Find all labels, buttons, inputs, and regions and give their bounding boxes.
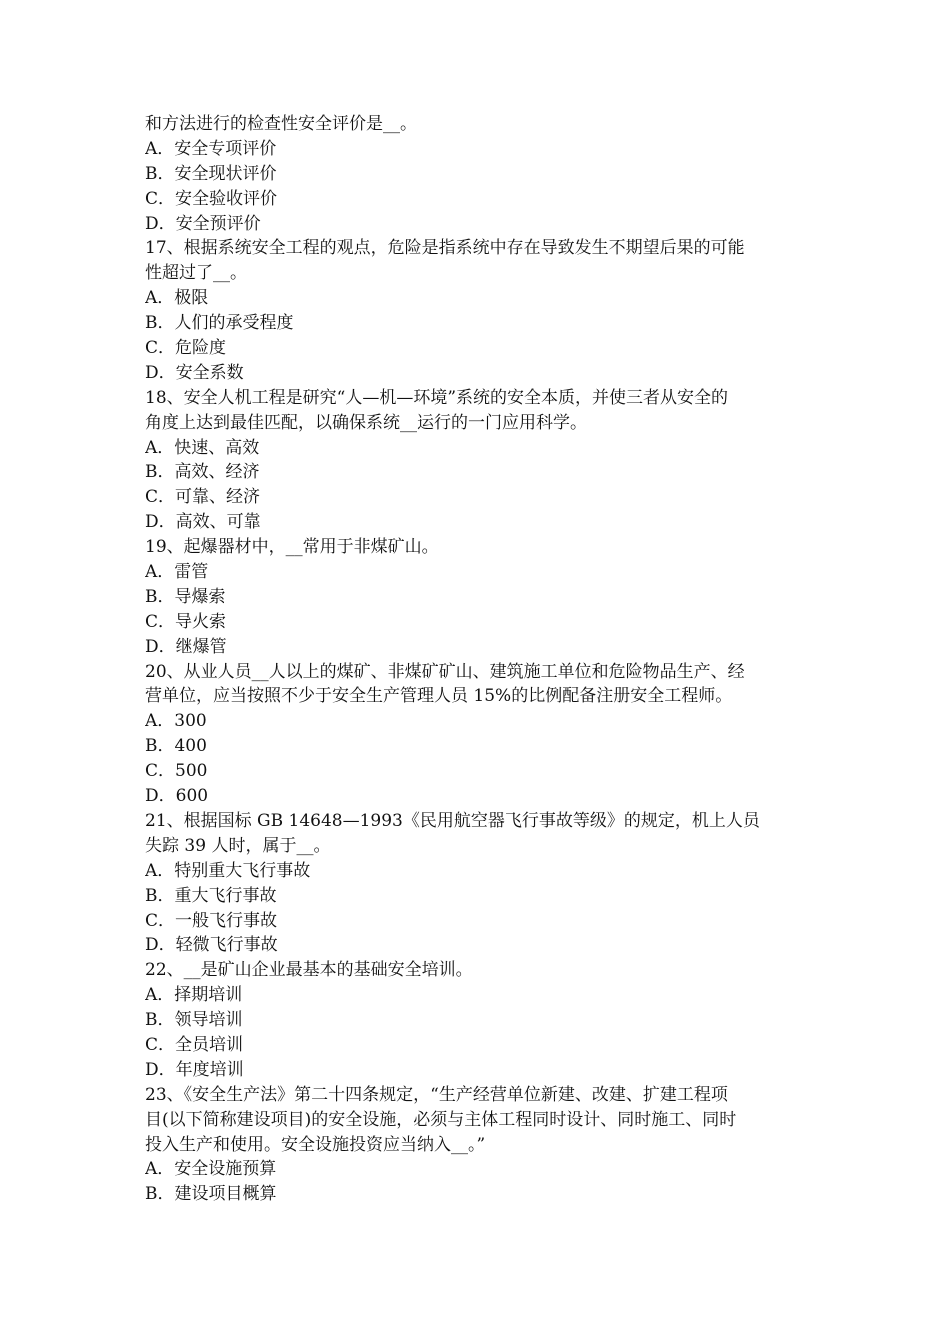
- text-line: A．300: [145, 711, 207, 732]
- text-line: 17、根据系统安全工程的观点，危险是指系统中存在导致发生不期望后果的可能: [145, 238, 745, 259]
- text-line: 目(以下简称建设项目)的安全设施，必须与主体工程同时设计、同时施工、同时: [145, 1109, 737, 1130]
- text-line: D．600: [145, 786, 209, 807]
- text-line: C．可靠、经济: [145, 487, 261, 508]
- text-line: D．安全预评价: [145, 213, 261, 234]
- text-line: 22、__是矿山企业最基本的基础安全培训。: [145, 960, 473, 981]
- text-line: B．领导培训: [145, 1010, 243, 1031]
- document-body: [145, 112, 810, 1207]
- text-line: B．400: [145, 736, 207, 757]
- text-line: B．人们的承受程度: [145, 313, 294, 334]
- text-line: 20、从业人员__人以上的煤矿、非煤矿矿山、建筑施工单位和危险物品生产、经: [145, 661, 745, 682]
- text-line: 投入生产和使用。安全设施投资应当纳入__。”: [145, 1134, 486, 1155]
- text-line: 19、起爆器材中，__常用于非煤矿山。: [145, 537, 439, 558]
- text-line: B．重大飞行事故: [145, 885, 277, 906]
- text-line: 角度上达到最佳匹配，以确保系统__运行的一门应用科学。: [145, 412, 587, 433]
- text-line: C．安全验收评价: [145, 188, 278, 209]
- text-line: C．500: [145, 761, 208, 782]
- text-line: 23、《安全生产法》第二十四条规定，“生产经营单位新建、改建、扩建工程项: [145, 1084, 728, 1105]
- text-line: 营单位，应当按照不少于安全生产管理人员 15%的比例配备注册安全工程师。: [145, 686, 733, 707]
- text-line: C．危险度: [145, 338, 227, 359]
- text-line: A．雷管: [145, 562, 209, 583]
- text-line: B．建设项目概算: [145, 1184, 277, 1205]
- text-line: A．快速、高效: [145, 437, 260, 458]
- text-line: B．导爆索: [145, 586, 226, 607]
- text-line: B．高效、经济: [145, 462, 260, 483]
- text-line: D．年度培训: [145, 1059, 244, 1080]
- text-line: A．择期培训: [145, 985, 243, 1006]
- text-line: A．特别重大飞行事故: [145, 860, 311, 881]
- text-line: 18、安全人机工程是研究“人—机—环境”系统的安全本质，并使三者从安全的: [145, 387, 729, 408]
- text-line: 性超过了__。: [145, 263, 247, 284]
- text-line: A．安全专项评价: [145, 138, 277, 159]
- text-line: D．安全系数: [145, 362, 244, 383]
- text-line: D．轻微飞行事故: [145, 935, 278, 956]
- text-line: D．继爆管: [145, 636, 227, 657]
- text-line: C．导火索: [145, 611, 227, 632]
- text-line: A．安全设施预算: [145, 1159, 277, 1180]
- text-line: C．全员培训: [145, 1034, 244, 1055]
- text-line: A．极限: [145, 288, 209, 309]
- text-line: C．一般飞行事故: [145, 910, 278, 931]
- text-line: D．高效、可靠: [145, 512, 261, 533]
- text-line: 21、根据国标 GB 14648—1993《民用航空器飞行事故等级》的规定，机上人员: [145, 810, 760, 831]
- text-line: 和方法进行的检查性安全评价是__。: [145, 114, 417, 134]
- text-line: B．安全现状评价: [145, 163, 277, 184]
- text-line: 失踪 39 人时，属于__。: [145, 835, 331, 856]
